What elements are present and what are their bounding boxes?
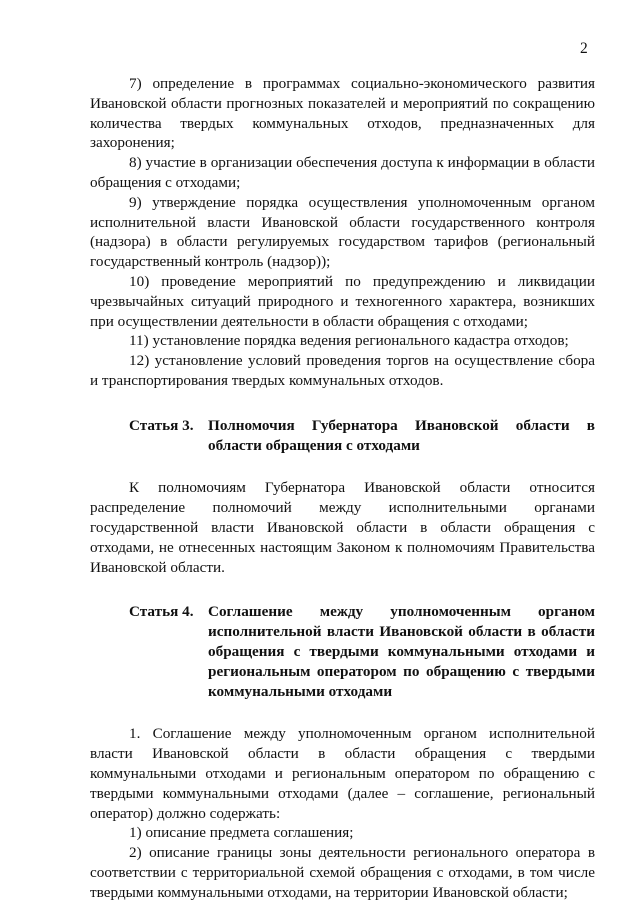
list-item: 10) проведение мероприятий по предупреждению и ликвидации чрезвычайных ситуаций природного и техногенного характера, возникших при осуществлении деятельности в области обращения с отходами; (90, 272, 595, 330)
list-item: 11) установление порядка ведения регионального кадастра отходов; (129, 332, 569, 350)
article-4-number: Статья 4. (129, 603, 194, 621)
article-3-heading (90, 416, 595, 456)
document-body (90, 74, 595, 902)
page-number: 2 (580, 40, 588, 57)
article-3-title: Полномочия Губернатора Ивановской области в области обращения с отходами (208, 416, 595, 454)
article-4-paragraph: 1) описание предмета соглашения; (129, 824, 354, 842)
article-3-text: К полномочиям Губернатора Ивановской области относится распределение полномочий между исполнительными органами государственной власти Ивановской области в области обращения с отходами, не отнесенных настоящим Законом к полномочиям Правительства Ивановской области. (90, 479, 595, 576)
list-item: 12) установление условий проведения торгов на осуществление сбора и транспортирования твердых коммунальных отходов. (90, 352, 595, 389)
article-4-heading (90, 602, 595, 701)
list-item: 9) утверждение порядка осуществления уполномоченным органом исполнительной власти Ивановской области государственного контроля (надзора) в области регулируемых государством тарифов (региональный государственный контроль (надзор)); (90, 193, 595, 271)
article-4-title: Соглашение между уполномоченным органом исполнительной власти Ивановской области в области обращения с твердыми коммунальными отходами и региональным оператором по обращению с твердыми коммунальными отходами (208, 603, 595, 700)
list-item: 7) определение в программах социально-экономического развития Ивановской области прогнозных показателей и мероприятий по сокращению количества твердых коммунальных отходов, предназначенных для захоронения; (90, 75, 595, 152)
list-item: 8) участие в организации обеспечения доступа к информации в области обращения с отходами; (90, 154, 595, 191)
article-3-number: Статья 3. (129, 416, 194, 434)
article-4-paragraph: 2) описание границы зоны деятельности регионального оператора в соответствии с территориальной схемой обращения с отходами, в том числе твердыми коммунальными отходами, на территории Ивановской области; (90, 844, 595, 901)
article-4-paragraph: 1. Соглашение между уполномоченным органом исполнительной власти Ивановской области в области обращения с твердыми коммунальными отходами и региональным оператором по обращению с твердыми коммунальными отходами (далее – соглашение, региональный оператор) должно содержать: (90, 725, 595, 822)
